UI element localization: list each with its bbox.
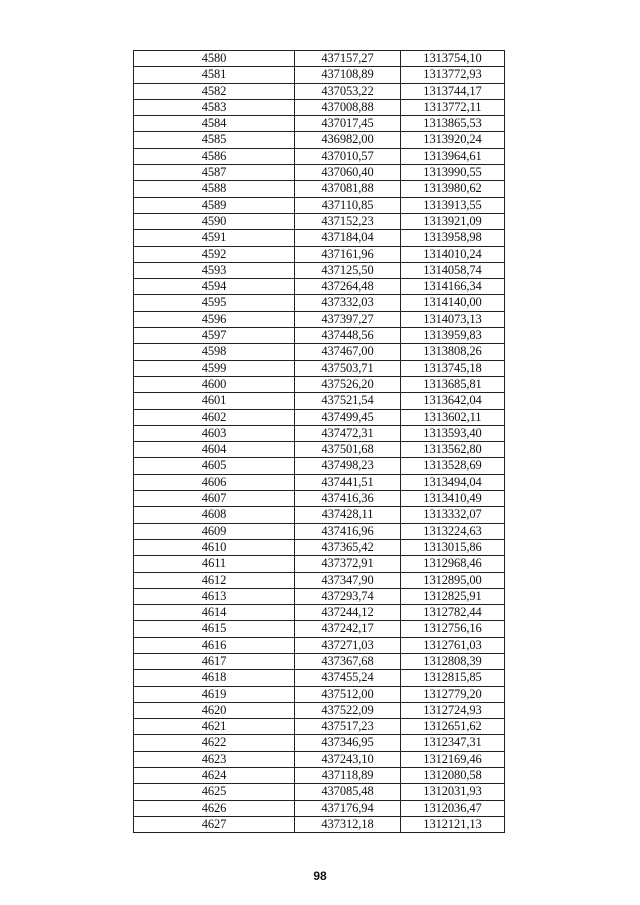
y-coordinate-cell: 1314166,34 bbox=[401, 279, 505, 295]
x-coordinate-cell: 437347,90 bbox=[295, 572, 401, 588]
y-coordinate-cell: 1313980,62 bbox=[401, 181, 505, 197]
table-row bbox=[134, 181, 505, 197]
y-coordinate-cell: 1312968,46 bbox=[401, 556, 505, 572]
point-number-cell: 4599 bbox=[134, 360, 295, 376]
table-row bbox=[134, 588, 505, 604]
table-row bbox=[134, 230, 505, 246]
table-row bbox=[134, 735, 505, 751]
table-row bbox=[134, 474, 505, 490]
x-coordinate-cell: 437242,17 bbox=[295, 621, 401, 637]
y-coordinate-cell: 1313593,40 bbox=[401, 425, 505, 441]
x-coordinate-cell: 437522,09 bbox=[295, 702, 401, 718]
table-row bbox=[134, 816, 505, 832]
table-row bbox=[134, 197, 505, 213]
point-number-cell: 4613 bbox=[134, 588, 295, 604]
point-number-cell: 4614 bbox=[134, 605, 295, 621]
y-coordinate-cell: 1314058,74 bbox=[401, 262, 505, 278]
y-coordinate-cell: 1312169,46 bbox=[401, 751, 505, 767]
point-number-cell: 4617 bbox=[134, 653, 295, 669]
y-coordinate-cell: 1312724,93 bbox=[401, 702, 505, 718]
x-coordinate-cell: 437085,48 bbox=[295, 784, 401, 800]
x-coordinate-cell: 437517,23 bbox=[295, 719, 401, 735]
point-number-cell: 4609 bbox=[134, 523, 295, 539]
y-coordinate-cell: 1312080,58 bbox=[401, 768, 505, 784]
y-coordinate-cell: 1313754,10 bbox=[401, 51, 505, 67]
y-coordinate-cell: 1313685,81 bbox=[401, 376, 505, 392]
point-number-cell: 4621 bbox=[134, 719, 295, 735]
point-number-cell: 4600 bbox=[134, 376, 295, 392]
table-row bbox=[134, 784, 505, 800]
table-row bbox=[134, 99, 505, 115]
table-row bbox=[134, 360, 505, 376]
x-coordinate-cell: 437017,45 bbox=[295, 116, 401, 132]
x-coordinate-cell: 437332,03 bbox=[295, 295, 401, 311]
table-row bbox=[134, 246, 505, 262]
x-coordinate-cell: 437184,04 bbox=[295, 230, 401, 246]
y-coordinate-cell: 1313920,24 bbox=[401, 132, 505, 148]
table-row bbox=[134, 458, 505, 474]
y-coordinate-cell: 1313015,86 bbox=[401, 539, 505, 555]
point-number-cell: 4606 bbox=[134, 474, 295, 490]
point-number-cell: 4604 bbox=[134, 442, 295, 458]
y-coordinate-cell: 1313332,07 bbox=[401, 507, 505, 523]
point-number-cell: 4611 bbox=[134, 556, 295, 572]
x-coordinate-cell: 437499,45 bbox=[295, 409, 401, 425]
x-coordinate-cell: 437501,68 bbox=[295, 442, 401, 458]
y-coordinate-cell: 1312782,44 bbox=[401, 605, 505, 621]
point-number-cell: 4591 bbox=[134, 230, 295, 246]
y-coordinate-cell: 1312825,91 bbox=[401, 588, 505, 604]
x-coordinate-cell: 437060,40 bbox=[295, 165, 401, 181]
table-row bbox=[134, 670, 505, 686]
y-coordinate-cell: 1313964,61 bbox=[401, 148, 505, 164]
table-row bbox=[134, 442, 505, 458]
point-number-cell: 4605 bbox=[134, 458, 295, 474]
x-coordinate-cell: 437428,11 bbox=[295, 507, 401, 523]
x-coordinate-cell: 437312,18 bbox=[295, 816, 401, 832]
table-row bbox=[134, 51, 505, 67]
y-coordinate-cell: 1312347,31 bbox=[401, 735, 505, 751]
coordinates-table-body bbox=[134, 51, 505, 833]
x-coordinate-cell: 437397,27 bbox=[295, 311, 401, 327]
y-coordinate-cell: 1313562,80 bbox=[401, 442, 505, 458]
table-row bbox=[134, 751, 505, 767]
table-row bbox=[134, 409, 505, 425]
point-number-cell: 4619 bbox=[134, 686, 295, 702]
x-coordinate-cell: 437346,95 bbox=[295, 735, 401, 751]
x-coordinate-cell: 437108,89 bbox=[295, 67, 401, 83]
x-coordinate-cell: 437365,42 bbox=[295, 539, 401, 555]
point-number-cell: 4623 bbox=[134, 751, 295, 767]
y-coordinate-cell: 1312036,47 bbox=[401, 800, 505, 816]
point-number-cell: 4625 bbox=[134, 784, 295, 800]
table-row bbox=[134, 637, 505, 653]
table-row bbox=[134, 719, 505, 735]
x-coordinate-cell: 437467,00 bbox=[295, 344, 401, 360]
table-row bbox=[134, 572, 505, 588]
point-number-cell: 4612 bbox=[134, 572, 295, 588]
table-row bbox=[134, 279, 505, 295]
y-coordinate-cell: 1313772,93 bbox=[401, 67, 505, 83]
table-row bbox=[134, 376, 505, 392]
point-number-cell: 4622 bbox=[134, 735, 295, 751]
x-coordinate-cell: 437521,54 bbox=[295, 393, 401, 409]
x-coordinate-cell: 437110,85 bbox=[295, 197, 401, 213]
point-number-cell: 4607 bbox=[134, 491, 295, 507]
y-coordinate-cell: 1314140,00 bbox=[401, 295, 505, 311]
y-coordinate-cell: 1313494,04 bbox=[401, 474, 505, 490]
table-row bbox=[134, 67, 505, 83]
point-number-cell: 4595 bbox=[134, 295, 295, 311]
point-number-cell: 4590 bbox=[134, 213, 295, 229]
table-row bbox=[134, 491, 505, 507]
point-number-cell: 4593 bbox=[134, 262, 295, 278]
point-number-cell: 4580 bbox=[134, 51, 295, 67]
point-number-cell: 4584 bbox=[134, 116, 295, 132]
point-number-cell: 4585 bbox=[134, 132, 295, 148]
x-coordinate-cell: 437416,36 bbox=[295, 491, 401, 507]
x-coordinate-cell: 437526,20 bbox=[295, 376, 401, 392]
y-coordinate-cell: 1313745,18 bbox=[401, 360, 505, 376]
y-coordinate-cell: 1313958,98 bbox=[401, 230, 505, 246]
x-coordinate-cell: 437416,96 bbox=[295, 523, 401, 539]
x-coordinate-cell: 437293,74 bbox=[295, 588, 401, 604]
point-number-cell: 4615 bbox=[134, 621, 295, 637]
table-row bbox=[134, 83, 505, 99]
y-coordinate-cell: 1312895,00 bbox=[401, 572, 505, 588]
table-row bbox=[134, 132, 505, 148]
y-coordinate-cell: 1313224,63 bbox=[401, 523, 505, 539]
table-row bbox=[134, 311, 505, 327]
x-coordinate-cell: 437053,22 bbox=[295, 83, 401, 99]
y-coordinate-cell: 1312651,62 bbox=[401, 719, 505, 735]
x-coordinate-cell: 437441,51 bbox=[295, 474, 401, 490]
x-coordinate-cell: 437244,12 bbox=[295, 605, 401, 621]
y-coordinate-cell: 1312761,03 bbox=[401, 637, 505, 653]
y-coordinate-cell: 1313808,26 bbox=[401, 344, 505, 360]
point-number-cell: 4583 bbox=[134, 99, 295, 115]
table-row bbox=[134, 507, 505, 523]
y-coordinate-cell: 1313865,53 bbox=[401, 116, 505, 132]
x-coordinate-cell: 437367,68 bbox=[295, 653, 401, 669]
point-number-cell: 4603 bbox=[134, 425, 295, 441]
y-coordinate-cell: 1312779,20 bbox=[401, 686, 505, 702]
point-number-cell: 4581 bbox=[134, 67, 295, 83]
table-row bbox=[134, 148, 505, 164]
y-coordinate-cell: 1312121,13 bbox=[401, 816, 505, 832]
point-number-cell: 4587 bbox=[134, 165, 295, 181]
table-row bbox=[134, 213, 505, 229]
point-number-cell: 4616 bbox=[134, 637, 295, 653]
y-coordinate-cell: 1313642,04 bbox=[401, 393, 505, 409]
x-coordinate-cell: 437372,91 bbox=[295, 556, 401, 572]
coordinates-table bbox=[133, 50, 505, 833]
point-number-cell: 4624 bbox=[134, 768, 295, 784]
x-coordinate-cell: 437081,88 bbox=[295, 181, 401, 197]
table-row bbox=[134, 653, 505, 669]
point-number-cell: 4608 bbox=[134, 507, 295, 523]
table-row bbox=[134, 605, 505, 621]
x-coordinate-cell: 437503,71 bbox=[295, 360, 401, 376]
table-row bbox=[134, 328, 505, 344]
table-row bbox=[134, 702, 505, 718]
x-coordinate-cell: 437161,96 bbox=[295, 246, 401, 262]
x-coordinate-cell: 437176,94 bbox=[295, 800, 401, 816]
y-coordinate-cell: 1313410,49 bbox=[401, 491, 505, 507]
point-number-cell: 4626 bbox=[134, 800, 295, 816]
x-coordinate-cell: 437243,10 bbox=[295, 751, 401, 767]
table-row bbox=[134, 523, 505, 539]
y-coordinate-cell: 1313990,55 bbox=[401, 165, 505, 181]
table-row bbox=[134, 686, 505, 702]
table-row bbox=[134, 165, 505, 181]
table-row bbox=[134, 621, 505, 637]
point-number-cell: 4627 bbox=[134, 816, 295, 832]
point-number-cell: 4618 bbox=[134, 670, 295, 686]
point-number-cell: 4610 bbox=[134, 539, 295, 555]
table-row bbox=[134, 768, 505, 784]
point-number-cell: 4589 bbox=[134, 197, 295, 213]
point-number-cell: 4586 bbox=[134, 148, 295, 164]
x-coordinate-cell: 437472,31 bbox=[295, 425, 401, 441]
table-row bbox=[134, 425, 505, 441]
y-coordinate-cell: 1313959,83 bbox=[401, 328, 505, 344]
point-number-cell: 4596 bbox=[134, 311, 295, 327]
y-coordinate-cell: 1314073,13 bbox=[401, 311, 505, 327]
y-coordinate-cell: 1314010,24 bbox=[401, 246, 505, 262]
y-coordinate-cell: 1313744,17 bbox=[401, 83, 505, 99]
y-coordinate-cell: 1312756,16 bbox=[401, 621, 505, 637]
point-number-cell: 4620 bbox=[134, 702, 295, 718]
y-coordinate-cell: 1313921,09 bbox=[401, 213, 505, 229]
point-number-cell: 4592 bbox=[134, 246, 295, 262]
table-row bbox=[134, 393, 505, 409]
y-coordinate-cell: 1313528,69 bbox=[401, 458, 505, 474]
point-number-cell: 4598 bbox=[134, 344, 295, 360]
x-coordinate-cell: 437498,23 bbox=[295, 458, 401, 474]
y-coordinate-cell: 1312031,93 bbox=[401, 784, 505, 800]
y-coordinate-cell: 1313602,11 bbox=[401, 409, 505, 425]
table-row bbox=[134, 539, 505, 555]
x-coordinate-cell: 437118,89 bbox=[295, 768, 401, 784]
x-coordinate-cell: 437264,48 bbox=[295, 279, 401, 295]
table-row bbox=[134, 800, 505, 816]
x-coordinate-cell: 437152,23 bbox=[295, 213, 401, 229]
x-coordinate-cell: 437008,88 bbox=[295, 99, 401, 115]
table-row bbox=[134, 262, 505, 278]
table-row bbox=[134, 295, 505, 311]
x-coordinate-cell: 437010,57 bbox=[295, 148, 401, 164]
point-number-cell: 4588 bbox=[134, 181, 295, 197]
table-row bbox=[134, 556, 505, 572]
y-coordinate-cell: 1312815,85 bbox=[401, 670, 505, 686]
point-number-cell: 4601 bbox=[134, 393, 295, 409]
x-coordinate-cell: 436982,00 bbox=[295, 132, 401, 148]
table-row bbox=[134, 116, 505, 132]
y-coordinate-cell: 1312808,39 bbox=[401, 653, 505, 669]
point-number-cell: 4597 bbox=[134, 328, 295, 344]
point-number-cell: 4602 bbox=[134, 409, 295, 425]
point-number-cell: 4582 bbox=[134, 83, 295, 99]
table-row bbox=[134, 344, 505, 360]
y-coordinate-cell: 1313913,55 bbox=[401, 197, 505, 213]
x-coordinate-cell: 437512,00 bbox=[295, 686, 401, 702]
x-coordinate-cell: 437455,24 bbox=[295, 670, 401, 686]
x-coordinate-cell: 437271,03 bbox=[295, 637, 401, 653]
x-coordinate-cell: 437157,27 bbox=[295, 51, 401, 67]
x-coordinate-cell: 437125,50 bbox=[295, 262, 401, 278]
y-coordinate-cell: 1313772,11 bbox=[401, 99, 505, 115]
point-number-cell: 4594 bbox=[134, 279, 295, 295]
x-coordinate-cell: 437448,56 bbox=[295, 328, 401, 344]
page-number: 98 bbox=[313, 869, 327, 883]
